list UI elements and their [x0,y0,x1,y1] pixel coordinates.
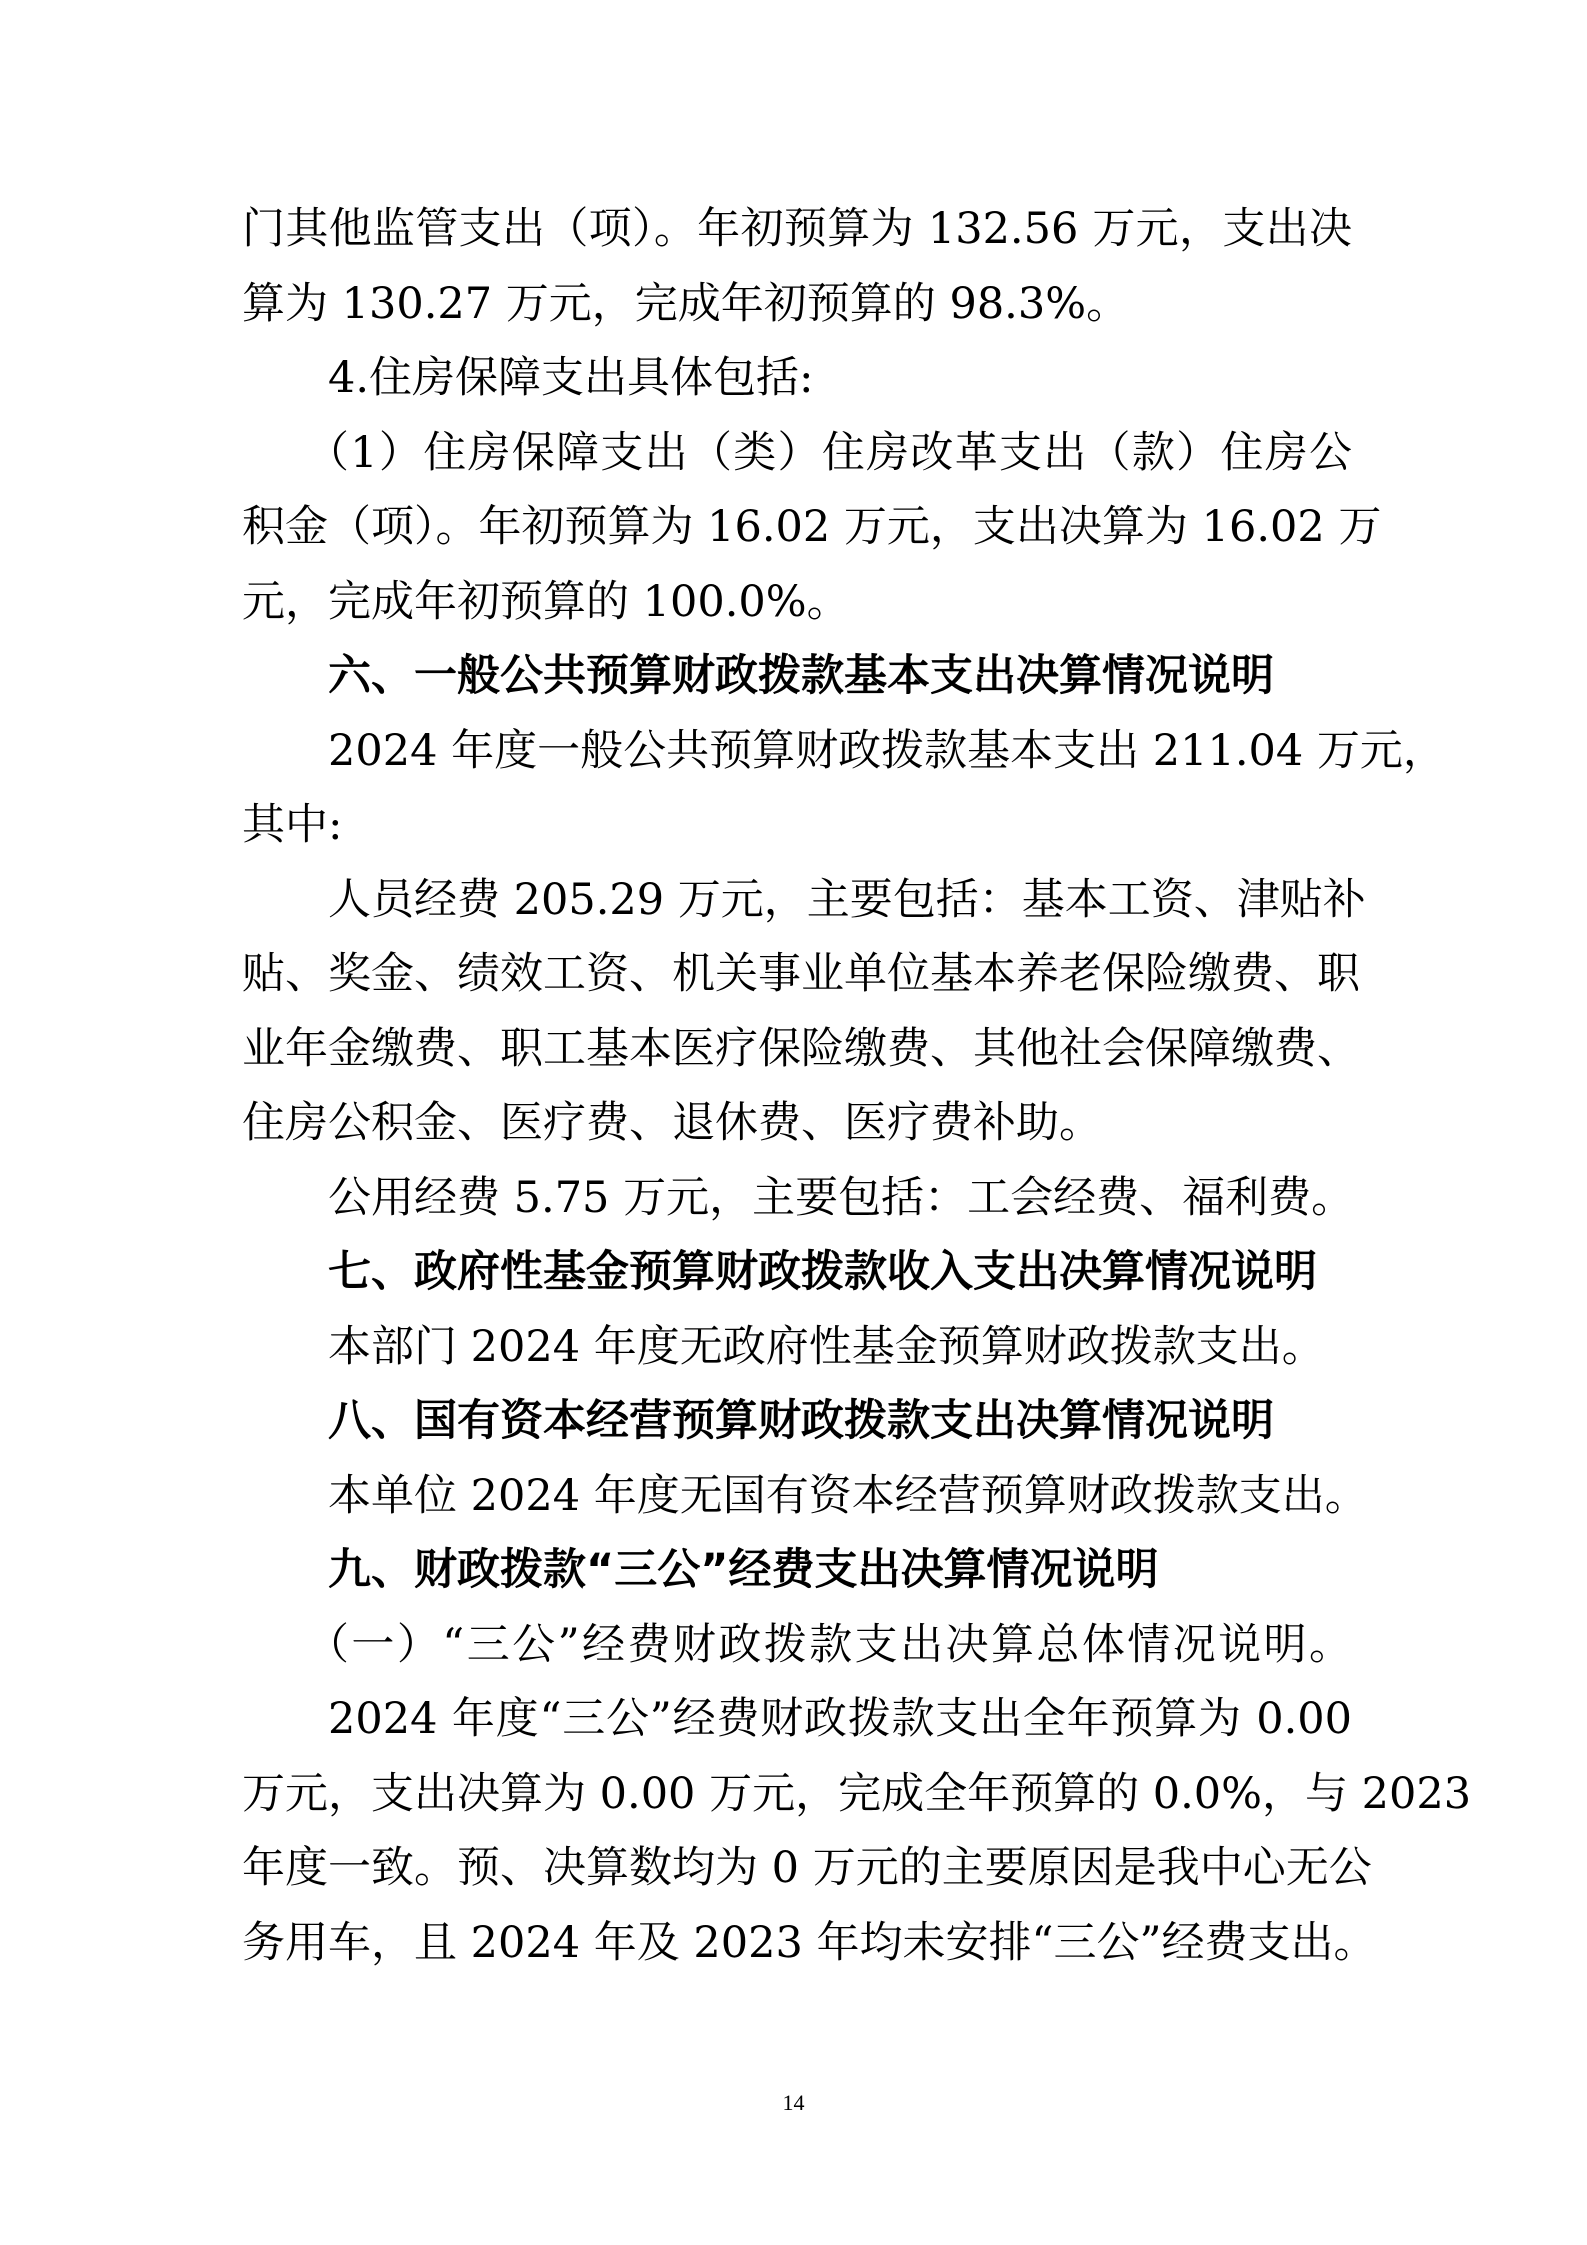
paragraph-line: 年度一致。预、决算数均为 0 万元的主要原因是我中心无公 [242,1843,1372,1893]
paragraph-line: 公用经费 5.75 万元，主要包括：工会经费、福利费。 [328,1172,1355,1223]
paragraph-line: 2024 年度“三公”经费财政拨款支出全年预算为 0.00 [328,1694,1352,1744]
paragraph-line: 万元，支出决算为 0.00 万元，完成全年预算的 0.0%，与 2023 [242,1768,1472,1819]
section-heading: 九、财政拨款“三公”经费支出决算情况说明 [328,1545,1159,1595]
page-number: 14 [782,2090,805,2115]
paragraph-line: 本部门 2024 年度无政府性基金预算财政拨款支出。 [328,1321,1325,1372]
paragraph-line: 本单位 2024 年度无国有资本经营预算财政拨款支出。 [328,1470,1368,1521]
subsection-heading: （一）“三公”经费财政拨款支出决算总体情况说明。 [306,1619,1352,1670]
paragraph-line: 算为 130.27 万元，完成年初预算的 98.3%。 [242,278,1130,329]
paragraph-line: 门其他监管支出（项）。年初预算为 132.56 万元，支出决 [242,204,1352,254]
paragraph-line: 业年金缴费、职工基本医疗保险缴费、其他社会保障缴费、 [242,1023,1360,1074]
paragraph-line: 住房公积金、医疗费、退休费、医疗费补助。 [242,1098,1102,1148]
paragraph-line: 贴、奖金、绩效工资、机关事业单位基本养老保险缴费、职 [242,949,1360,999]
section-heading: 七、政府性基金预算财政拨款收入支出决算情况说明 [328,1247,1317,1297]
paragraph-line: 务用车，且 2024 年及 2023 年均未安排“三公”经费支出。 [242,1917,1377,1968]
paragraph-line: 积金（项）。年初预算为 16.02 万元，支出决算为 16.02 万 [242,502,1382,552]
paragraph-line: （1）住房保障支出（类）住房改革支出（款）住房公 [306,427,1352,478]
paragraph-line: 元，完成年初预算的 100.0%。 [242,576,850,627]
paragraph-line: 2024 年度一般公共预算财政拨款基本支出 211.04 万元， [328,725,1446,776]
section-heading: 六、一般公共预算财政拨款基本支出决算情况说明 [328,651,1274,701]
paragraph-line: 人员经费 205.29 万元，主要包括：基本工资、津贴补 [328,874,1366,925]
section-heading: 八、国有资本经营预算财政拨款支出决算情况说明 [328,1396,1274,1446]
document-body [242,192,1472,1980]
paragraph-line: 4.住房保障支出具体包括: [328,353,814,403]
paragraph-line: 其中: [242,800,343,850]
